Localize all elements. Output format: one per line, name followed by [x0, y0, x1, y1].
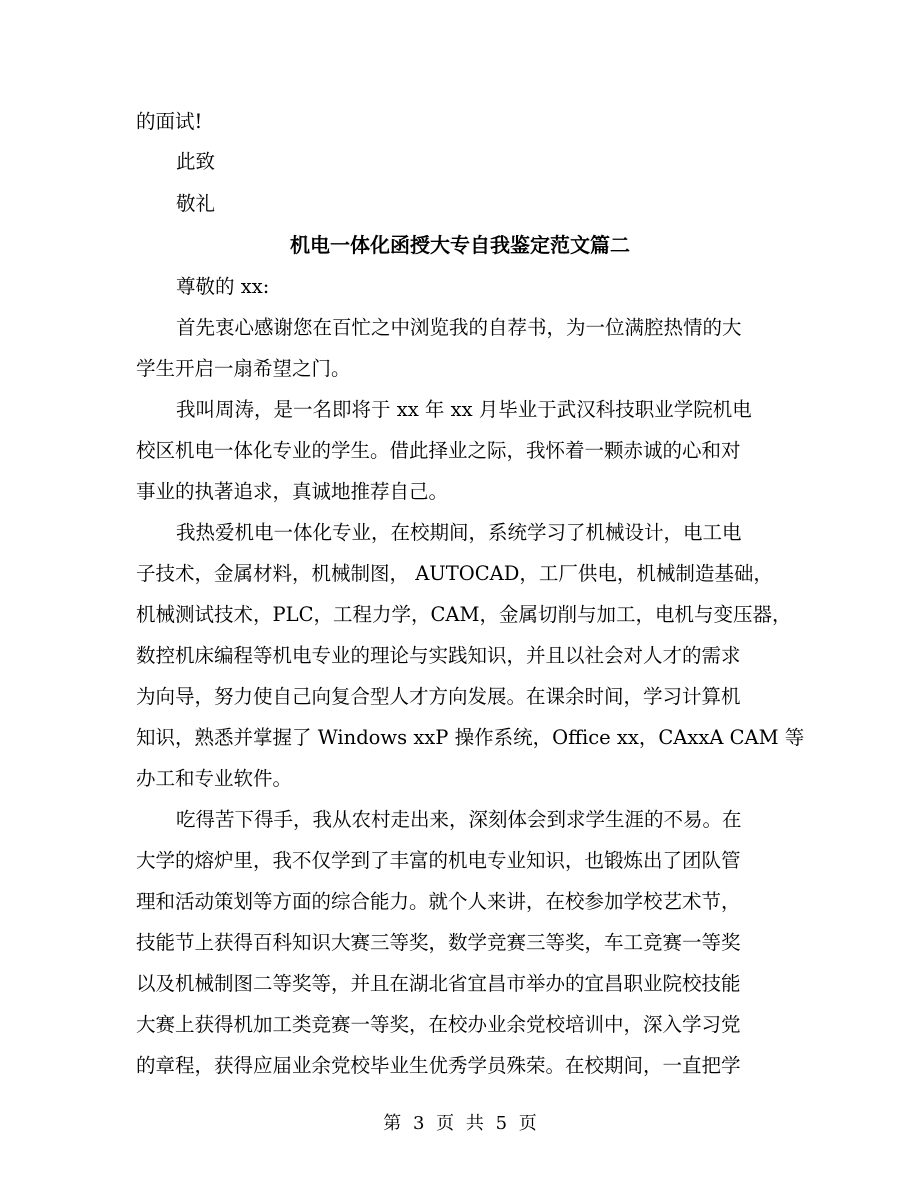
- paragraph-4-line: 以及机械制图二等奖等，并且在湖北省宜昌市举办的宜昌职业院校技能: [136, 972, 741, 995]
- paragraph-3-line: 为向导，努力使自己向复合型人才方向发展。在课余时间，学习计算机: [136, 685, 741, 708]
- paragraph-4-line: 大学的熔炉里，我不仅学到了丰富的机电专业知识，也锻炼出了团队管: [136, 849, 741, 872]
- closing-line-2: 此致: [176, 150, 216, 173]
- closing-line-3: 敬礼: [176, 192, 216, 215]
- salutation: 尊敬的 xx:: [176, 275, 270, 298]
- paragraph-1-line: 学生开启一扇希望之门。: [136, 357, 351, 380]
- paragraph-2-line: 我叫周涛，是一名即将于 xx 年 xx 月毕业于武汉科技职业学院机电: [176, 398, 752, 421]
- paragraph-3-line: 数控机床编程等机电专业的理论与实践知识，并且以社会对人才的需求: [136, 644, 741, 667]
- page-number-footer: 第 3 页 共 5 页: [383, 1113, 537, 1134]
- paragraph-4-line: 吃得苦下得手，我从农村走出来，深刻体会到求学生涯的不易。在: [176, 808, 742, 831]
- paragraph-4-line: 的章程，获得应届业余党校毕业生优秀学员殊荣。在校期间，一直把学: [136, 1054, 741, 1077]
- paragraph-3-line: 知识，熟悉并掌握了 Windows xxP 操作系统，Office xx，CAxxA CAM 等: [136, 726, 805, 749]
- paragraph-3-line: 子技术，金属材料，机械制图， AUTOCAD，工厂供电，机械制造基础，: [136, 562, 773, 585]
- paragraph-2-line: 校区机电一体化专业的学生。借此择业之际，我怀着一颗赤诚的心和对: [136, 439, 741, 462]
- paragraph-1-line: 首先衷心感谢您在百忙之中浏览我的自荐书，为一位满腔热情的大: [176, 316, 742, 339]
- paragraph-4-line: 大赛上获得机加工类竞赛一等奖，在校办业余党校培训中，深入学习党: [136, 1013, 741, 1036]
- paragraph-4-line: 技能节上获得百科知识大赛三等奖，数学竞赛三等奖，车工竞赛一等奖: [136, 931, 741, 954]
- paragraph-2-line: 事业的执著追求，真诚地推荐自己。: [136, 480, 449, 503]
- paragraph-3-line: 机械测试技术，PLC，工程力学，CAM，金属切削与加工，电机与变压器，: [136, 603, 792, 626]
- paragraph-3-line: 办工和专业软件。: [136, 767, 293, 790]
- closing-line-1: 的面试!: [136, 110, 203, 133]
- paragraph-3-line: 我热爱机电一体化专业，在校期间，系统学习了机械设计，电工电: [176, 521, 742, 544]
- paragraph-4-line: 理和活动策划等方面的综合能力。就个人来讲，在校参加学校艺术节，: [136, 890, 741, 913]
- section-title: 机电一体化函授大专自我鉴定范文篇二: [290, 233, 630, 257]
